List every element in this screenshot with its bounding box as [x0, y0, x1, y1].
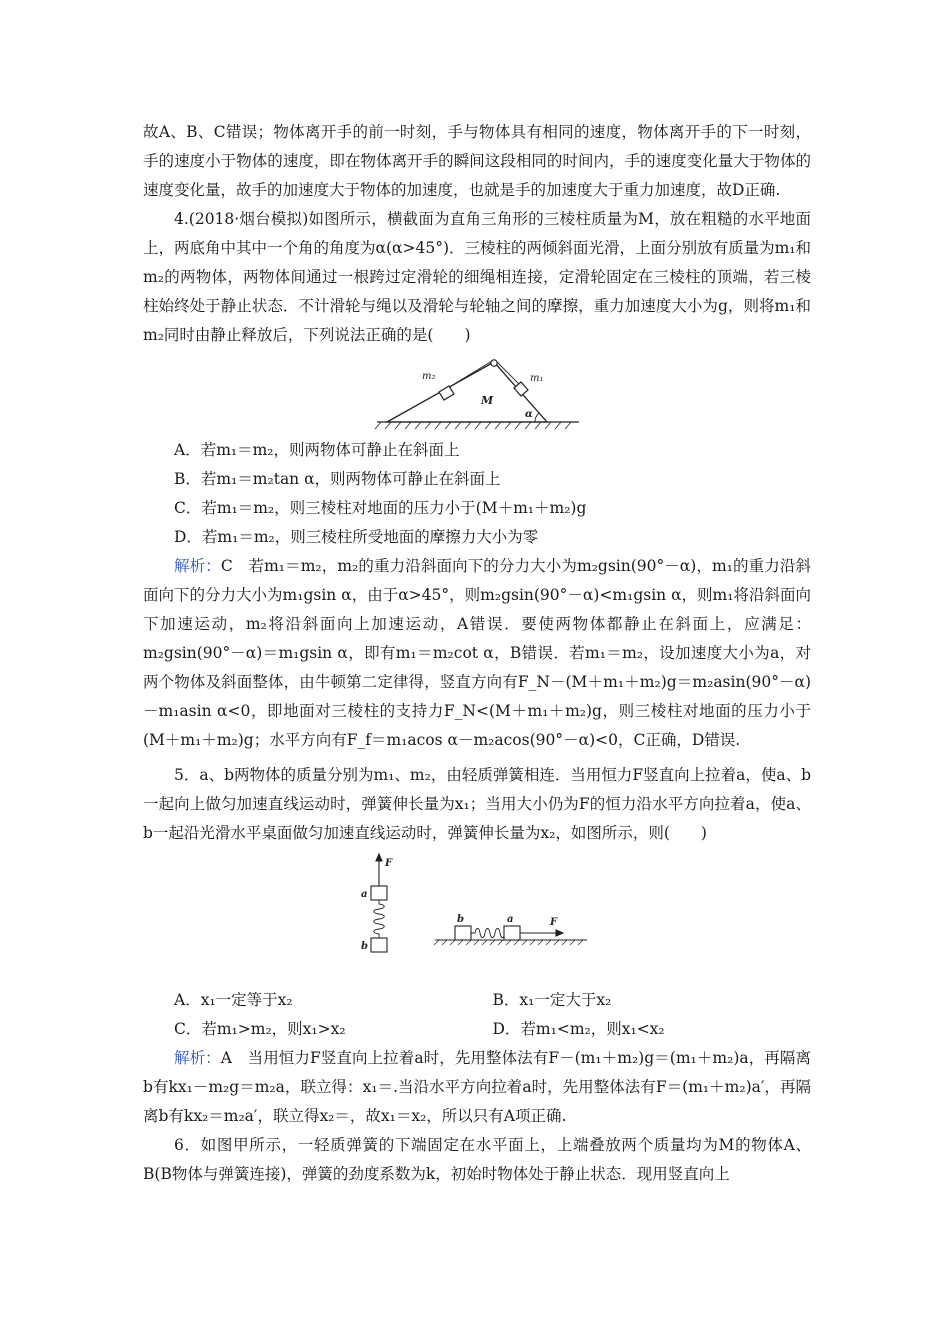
question-5-options-row-2	[143, 1015, 811, 1044]
question-5-options-row-1	[143, 986, 811, 1015]
question-5-option-a: A．x₁一定等于x₂	[174, 991, 293, 1009]
figure-spring-blocks	[357, 852, 597, 982]
analysis-text: A 当用恒力F竖直向上拉着a时，先用整体法有F－(m₁＋m₂)g＝(m₁＋m₂)a，再隔离b有kx₁－m₂g＝m₂a，联立得：x₁＝.当沿水平方向拉着a时，先用整体法有F＝(m₁＋m₂)a′，再隔离b有kx₂＝m₂a′，联立得x₂＝，故x₁＝x₂，所以只有A项正确.	[143, 1049, 812, 1125]
question-5-option-d: D．若m₁<m₂，则x₁<x₂	[492, 1020, 665, 1038]
label-M: M	[481, 394, 494, 407]
label-m1: m₁	[530, 373, 544, 384]
question-4-option-d: D．若m₁＝m₂，则三棱柱所受地面的摩擦力大小为零	[174, 528, 539, 546]
label-alpha: α	[525, 409, 533, 420]
paragraph-intro: 故A、B、C错误；物体离开手的前一时刻，手与物体具有相同的速度，物体离开手的下一时刻，手的速度小于物体的速度，即在物体离开手的瞬间这段相同的时间内，手的速度变化量大于物体的速度变化量，故手的加速度大于物体的加速度，也就是手的加速度大于重力加速度，故D正确.	[143, 123, 811, 199]
question-5-analysis	[143, 1044, 811, 1131]
label-b-horizontal: b	[457, 914, 464, 925]
question-4-option-b: B．若m₁＝m₂tan α，则两物体可静止在斜面上	[174, 470, 501, 488]
question-4-option-c: C．若m₁＝m₂，则三棱柱对地面的压力小于(M＋m₁＋m₂)g	[174, 499, 587, 517]
label-F-vertical: F	[385, 858, 393, 869]
question-5-stem: 5．a、b两物体的质量分别为m₁、m₂，由轻质弹簧相连．当用恒力F竖直向上拉着a，使a、b一起向上做匀加速直线运动时，弹簧伸长量为x₁；当用大小仍为F的恒力沿水平方向拉着a，使a、b一起沿光滑水平桌面做匀加速直线运动时，弹簧伸长量为x₂，如图所示，则( )	[143, 766, 812, 842]
figure-triangular-prism	[367, 354, 587, 432]
label-a-vertical: a	[361, 889, 368, 900]
question-6-stem: 6．如图甲所示，一轻质弹簧的下端固定在水平面上，上端叠放两个质量均为M的物体A、B(B物体与弹簧连接)，弹簧的劲度系数为k，初始时物体处于静止状态．现用竖直向上	[143, 1136, 811, 1183]
label-a-horizontal: a	[507, 914, 514, 925]
question-5-option-b: B．x₁一定大于x₂	[492, 991, 612, 1009]
analysis-text: C 若m₁＝m₂，m₂的重力沿斜面向下的分力大小为m₂gsin(90°－α)，m₁的重力沿斜面向下的分力大小为m₁gsin α，由于α>45°，则m₂gsin(90°－α)<m₁gsin α，则m₁将沿斜面向下加速运动，m₂将沿斜面向上加速运动，A错误．要使两物体都静止在斜面上，应满足：m₂gsin(90°－α)＝m₁gsin α，即有m₁＝m₂cot α，B错误．若m₁＝m₂，设加速度大小为a，对两个物体及斜面整体，由牛顿第二定律得，竖直方向有F_N－(M＋m₁＋m₂)g＝m₂asin(90°－α)－m₁asin α<0，即地面对三棱柱的支持力F_N<(M＋m₁＋m₂)g，则三棱柱对地面的压力小于(M＋m₁＋m₂)g；水平方向有F_f＝m₁acos α－m₂acos(90°－α)<0，C正确，D错误.	[143, 557, 811, 749]
analysis-label: 解析：	[174, 1049, 221, 1067]
question-4-option-a: A．若m₁＝m₂，则两物体可静止在斜面上	[174, 441, 460, 459]
analysis-label: 解析：	[174, 557, 221, 575]
label-m2: m₂	[422, 371, 436, 382]
label-F-horizontal: F	[550, 917, 558, 928]
document-page	[143, 118, 811, 1189]
question-5-option-c: C．若m₁>m₂，则x₁>x₂	[174, 1020, 346, 1038]
label-b-vertical: b	[361, 941, 368, 952]
question-4-analysis	[143, 552, 811, 755]
question-4-stem: 4.(2018·烟台模拟)如图所示，横截面为直角三角形的三棱柱质量为M，放在粗糙的水平地面上，两底角中其中一个角的角度为α(α>45°)．三棱柱的两倾斜面光滑，上面分别放有质量为m₁和m₂的两物体，两物体间通过一根跨过定滑轮的细绳相连接，定滑轮固定在三棱柱的顶端，若三棱柱始终处于静止状态．不计滑轮与绳以及滑轮与轮轴之间的摩擦，重力加速度大小为g，则将m₁和m₂同时由静止释放后，下列说法正确的是( )	[143, 210, 811, 344]
